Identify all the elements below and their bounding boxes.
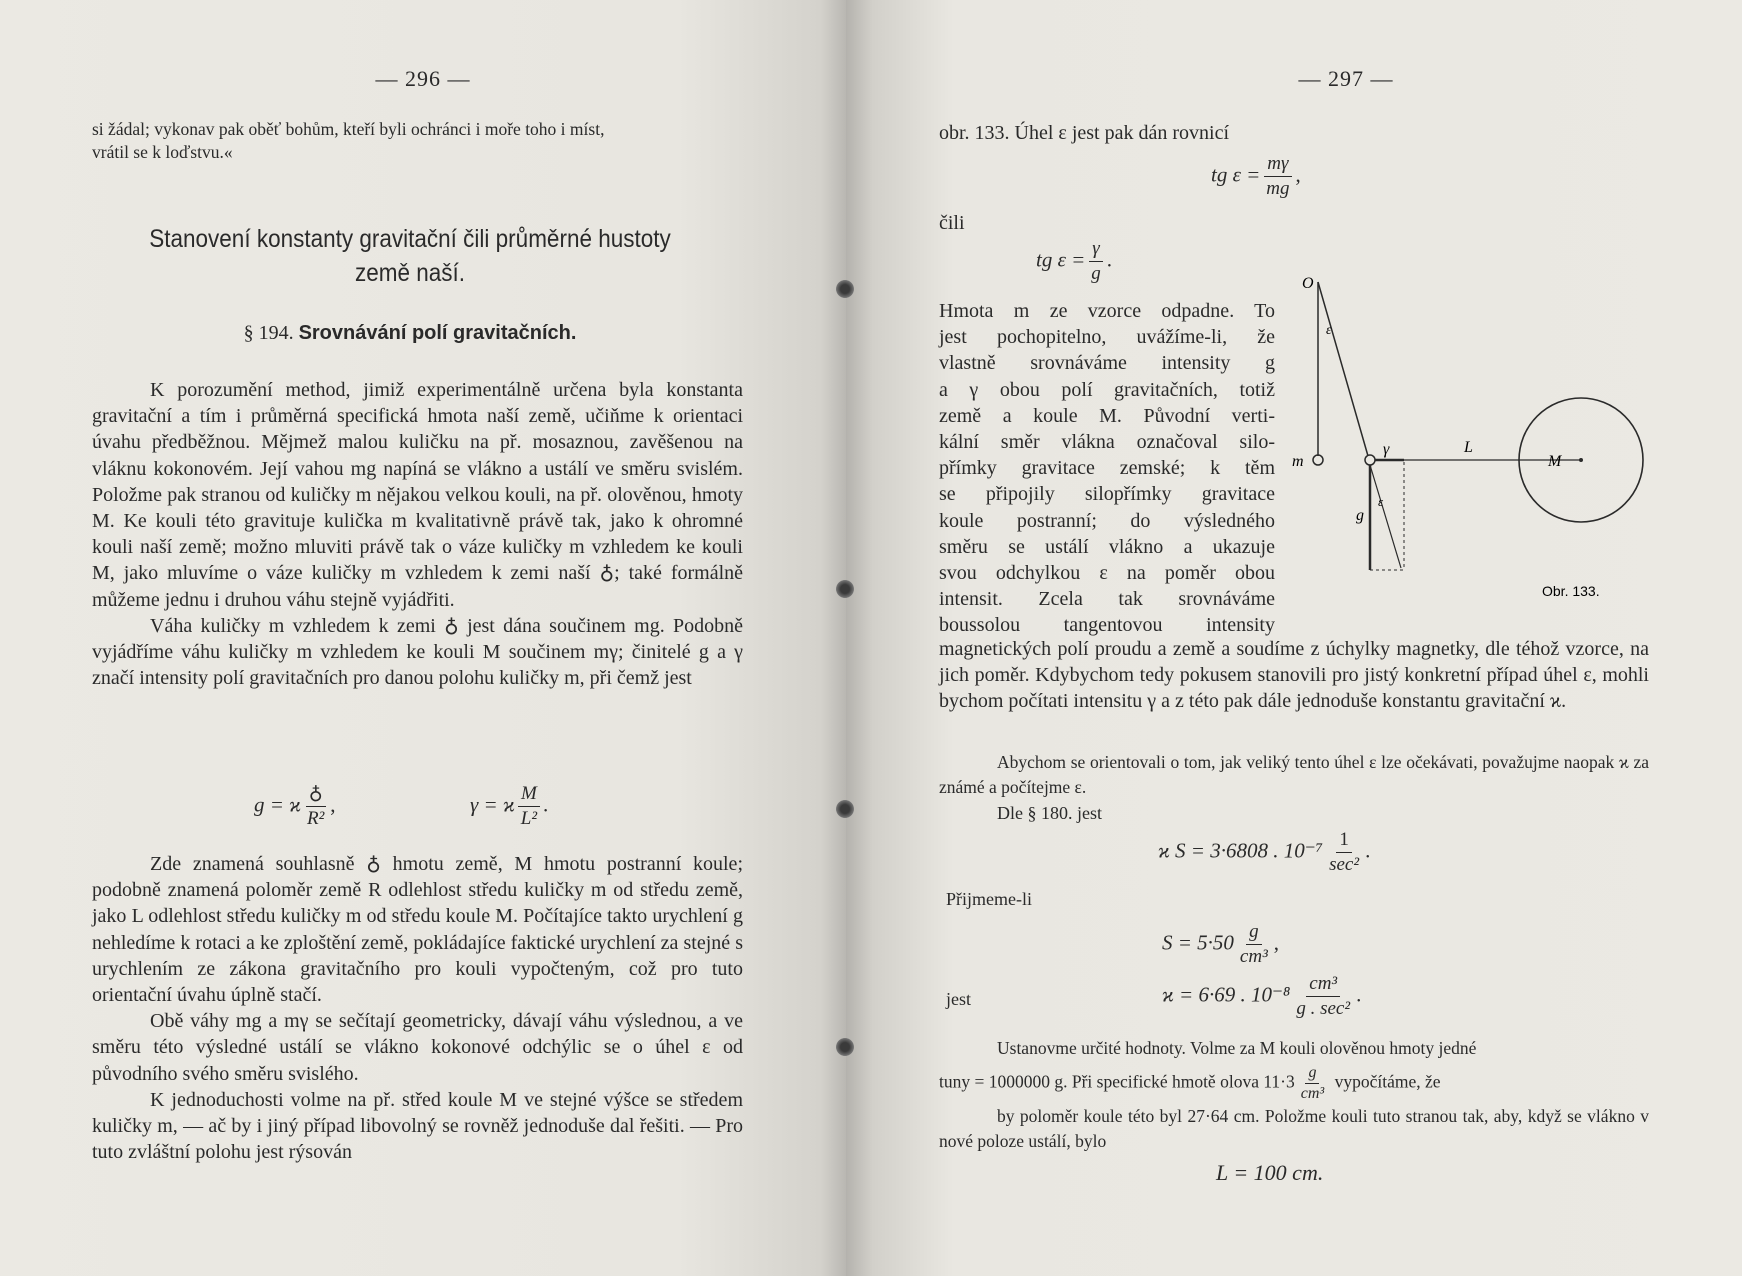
cili-word: čili [939, 212, 965, 234]
text-line: boussolou tangentovou intensity [939, 614, 1275, 637]
equation-separator: , [1295, 162, 1301, 187]
label-o: O [1302, 275, 1314, 292]
paragraph: K jednoduchosti volme na př. střed koule M ve stejné výšce se středem kuličky m, — ač by i jiný případ libovolný se rovněž jednoduše dal řešiti. — Pro tuto zvláštní polohu jest rýsován [92, 1088, 743, 1164]
text-line: jest pochopitelno, uvážíme-li, že [939, 326, 1275, 349]
subsection-heading [60, 322, 760, 345]
paragraph: Ustanovme určité hodnoty. Volme za M kouli olověnou hmoty jedné [997, 1038, 1477, 1058]
equation-kappa [1162, 972, 1361, 1021]
dle-line: Dle § 180. jest [997, 803, 1102, 823]
page-number-left: — 296 — [375, 66, 471, 91]
small-paragraph-2 [939, 1036, 1649, 1154]
fraction-numerator: γ [1089, 237, 1103, 262]
equation-tg-2 [1036, 237, 1112, 286]
equation-ks [1158, 828, 1370, 877]
bob-original-circle [1313, 455, 1323, 465]
text-line: Hmota m ze vzorce odpadne. To [939, 300, 1275, 322]
right-continuation [939, 636, 1649, 715]
left-page [0, 0, 846, 1276]
text-line: koule postranní; do výsledného [939, 509, 1275, 532]
prijmeme-word: Přijmeme-li [946, 889, 1032, 909]
wrapped-text [939, 298, 1275, 639]
equation-separator: . [543, 792, 549, 817]
text-line: vlastně srovnáváme intensity g [939, 352, 1275, 375]
equation-lhs: tg ε = [1211, 162, 1261, 187]
equation-lhs: ϰ S = 3·6808 . 10⁻⁷ [1158, 838, 1324, 863]
label-l: L [1464, 439, 1473, 456]
fraction-numerator: 1 [1336, 828, 1352, 853]
big-sphere-center [1579, 458, 1583, 462]
equation-l-text: L = 100 cm. [1216, 1160, 1324, 1185]
equation-gamma [470, 782, 548, 831]
equation-separator: . [1106, 247, 1113, 272]
fraction-denominator: R² [306, 808, 325, 829]
text-line: směru se ustálí vlákno a ukazuje [939, 535, 1275, 558]
equation-lhs: γ = ϰ [470, 792, 515, 817]
label-gamma: γ [1383, 441, 1390, 458]
fraction-numerator: g [1305, 1063, 1319, 1084]
fraction-numerator: ♁ [306, 782, 326, 807]
equation-l [1216, 1160, 1323, 1186]
paragraph: Zde znamená souhlasně ♁ hmotu země, M hmotu postranní koule; podobně znamená poloměr země R odlehlost středu kuličky m od středu země, jako L odlehlost středu kuličky m od středu koule M. Počítajíce takto urychlení g nehledíme k rotaci a ke zploštění země, pokládajíce faktické urychlení za stejné s urychlením ze zákona gravitačního pro kouli vypočteným, což pro tuto orientační úvahu úplně stačí. [92, 853, 743, 1007]
intro-line-2: vrátil se k loďstvu.« [92, 142, 233, 162]
fraction-numerator: M [518, 782, 540, 807]
fraction-denominator: g [1091, 263, 1101, 284]
equation-separator: . [1356, 982, 1362, 1007]
equation-lhs: tg ε = [1036, 247, 1086, 272]
intro-text [92, 118, 740, 164]
equation-tg-1 [1211, 152, 1301, 201]
equation-separator: . [1365, 838, 1371, 863]
label-epsilon-bottom: ε [1378, 494, 1384, 509]
fraction-denominator: cm³ [1239, 946, 1268, 967]
fraction-denominator: sec² [1329, 854, 1360, 875]
equation-lhs: g = ϰ [254, 792, 301, 817]
figure-caption: Obr. 133. [1542, 583, 1600, 599]
subsection-number: § 194. [243, 322, 294, 344]
section-title-line-1: Stanovení konstanty gravitační čili průměrné hustoty [149, 225, 671, 253]
vypocitame-text: vypočítáme, že [1334, 1071, 1441, 1092]
paragraph: magnetických polí proudu a země a soudíme z úchylky magnetky, dle téhož vzorce, na jich poměr. Kdybychom tedy pokusem stanovili pro jistý konkretní případ úhel ε, mohli bychom počítati intensitu γ a z této pak dále jednoduše konstantu gravitační ϰ. [939, 638, 1649, 713]
figure-133 [1286, 270, 1726, 610]
label-big-m: M [1548, 453, 1562, 470]
fraction-denominator: mg [1266, 178, 1290, 199]
jest-word: jest [946, 989, 971, 1009]
fraction-numerator: cm³ [1306, 972, 1340, 997]
left-body-2 [92, 851, 743, 1165]
equation-g [254, 782, 336, 831]
paragraph: K porozumění method, jimiž experimentálně určena byla konstanta gravitační a tím i průměrná specifická hmota naší země, učiňme k orientaci úvahu předběžnou. Mějmež malou kuličku na př. mosaznou, zavěšenou na vláknu kokonovém. Její vahou mg napíná se vlákno a ustálí ve směru svislém. Položme pak stranou od kuličky m nějakou velkou kouli, na př. olověnou, hmoty M. Ke kouli této gravituje kulička m kvalitativně právě tak, jako k ohromné kouli naší země; možno mluviti právě tak o váze kuličky m vzhledem ke kouli M, jako mluvíme o váze kuličky m vzhledem k zemi naší ♁; také formálně můžeme jednu i druhou váhu stejně vyjádřiti. [92, 379, 743, 611]
text-line: se připojily silopřímky gravitace [939, 483, 1275, 506]
equation-lhs: S = 5·50 [1162, 930, 1234, 955]
binding-thread [836, 1038, 854, 1056]
left-body-1 [92, 377, 743, 691]
equation-s [1162, 920, 1279, 969]
fraction-denominator: cm³ [1300, 1085, 1325, 1102]
text-line: intensit. Zcela tak srovnáváme [939, 588, 1275, 611]
bob-deflected-circle [1365, 455, 1375, 465]
paragraph: by poloměr koule této byl 27·64 cm. Položme kouli tuto stranou tak, aby, když se vlákno v nové poloze ustálí, bylo [939, 1106, 1649, 1151]
equation-lhs: ϰ = 6·69 . 10⁻⁸ [1162, 982, 1291, 1007]
fraction-numerator: g [1246, 920, 1262, 945]
tuny-text: tuny = 1000000 g. Při specifické hmotě olova 11·3 [939, 1071, 1295, 1092]
binding-thread [836, 580, 854, 598]
section-title [95, 222, 725, 290]
fraction-numerator: mγ [1264, 152, 1291, 177]
text-line: kální směr vlákna označoval silo- [939, 431, 1275, 454]
paragraph: Abychom se orientovali o tom, jak veliký tento úhel ε lze očekávati, považujme naopak ϰ za známé a počítejme ε. [939, 752, 1649, 797]
intro-line-1: si žádal; vykonav pak oběť bohům, kteří byli ochránci i moře toho i míst, [92, 119, 605, 139]
paragraph: Obě váhy mg a mγ se sečítají geometricky, dávají váhu výslednou, a ve směru této výsledné ustálí se vlákno kokonové odchýlic se o úhel ε od původního svého směru svislého. [92, 1010, 743, 1085]
fraction-denominator: L² [520, 808, 538, 829]
equation-separator: , [1273, 930, 1280, 955]
section-title-line-2: země naší. [354, 259, 466, 287]
label-g: g [1356, 507, 1364, 524]
label-m: m [1292, 453, 1304, 470]
resultant-vector [1370, 465, 1401, 568]
fraction-denominator: g . sec² [1296, 998, 1351, 1019]
tuny-line [939, 1063, 1649, 1104]
right-page [846, 0, 1742, 1276]
subsection-title: Srovnávání polí gravitačních. [298, 322, 577, 344]
binding-thread [836, 800, 854, 818]
right-line-1: obr. 133. Úhel ε jest pak dán rovnicí [939, 122, 1230, 144]
page-number-right: — 297 — [1298, 66, 1394, 91]
text-line: přímky gravitace zemské; k těm [939, 457, 1275, 480]
deflected-thread-line [1318, 282, 1368, 456]
small-paragraph-1 [939, 750, 1649, 800]
binding-thread [836, 280, 854, 298]
text-line: svou odchylkou ε na poměr obou [939, 562, 1275, 585]
label-epsilon-top: ε [1326, 323, 1332, 338]
text-line: země a koule M. Původní verti- [939, 404, 1275, 427]
equation-separator: , [330, 792, 336, 817]
text-line: a γ obou polí gravitačních, totiž [939, 378, 1275, 401]
paragraph: Váha kuličky m vzhledem k zemi ♁ jest dána součinem mg. Podobně vyjádříme váhu kuličky m vzhledem ke kouli M součinem mγ; činitelé g a γ značí intensity polí gravitačních pro danou polohu kuličky m, při čemž jest [92, 614, 743, 690]
